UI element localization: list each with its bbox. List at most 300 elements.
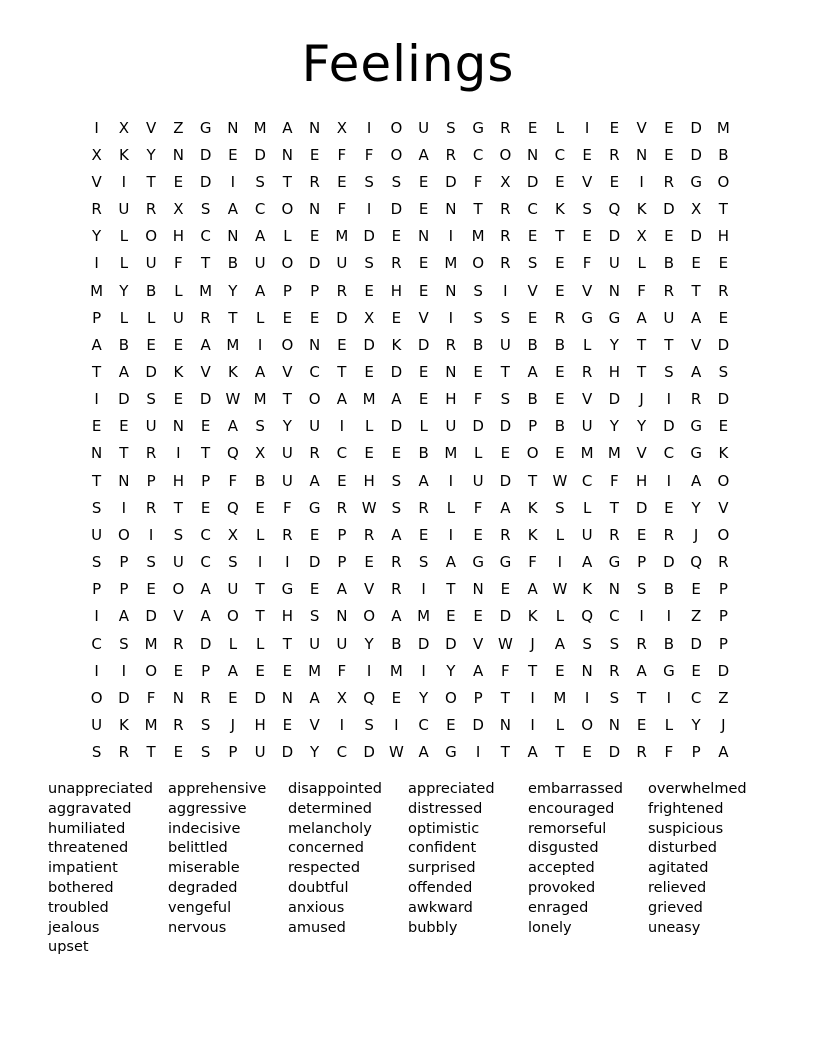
grid-letter: O	[444, 688, 457, 707]
word-bank-item: encouraged	[528, 800, 615, 817]
grid-letter: A	[472, 661, 484, 680]
grid-letter: H	[172, 471, 185, 490]
grid-letter: R	[145, 444, 157, 463]
grid-letter: I	[94, 607, 99, 626]
grid-letter: C	[663, 444, 675, 463]
grid-letter: S	[636, 580, 647, 599]
grid-letter: C	[336, 444, 348, 463]
grid-letter: H	[363, 471, 375, 490]
grid-letter: N	[472, 580, 484, 599]
grid-letter: T	[255, 607, 265, 626]
grid-letter: V	[145, 118, 157, 137]
grid-letter: P	[92, 308, 102, 327]
grid-letter: H	[254, 716, 266, 735]
grid-letter: T	[282, 172, 292, 191]
grid-row	[83, 277, 737, 304]
grid-letter: J	[230, 716, 236, 735]
grid-letter: C	[200, 227, 211, 246]
word-bank-item: indecisive	[168, 820, 241, 837]
grid-letter: E	[636, 525, 647, 544]
grid-letter: E	[309, 580, 320, 599]
grid-letter: F	[473, 390, 483, 409]
grid-letter: I	[366, 200, 372, 219]
grid-letter: E	[228, 145, 238, 164]
grid-letter: F	[228, 471, 238, 490]
grid-letter: V	[418, 308, 429, 327]
grid-letter: E	[391, 688, 402, 707]
grid-letter: U	[336, 634, 348, 653]
grid-letter: I	[257, 553, 263, 572]
grid-letter: S	[146, 553, 156, 572]
word-bank-item: nervous	[168, 919, 227, 936]
grid-letter: A	[527, 580, 538, 599]
grid-letter: R	[663, 281, 675, 300]
grid-letter: E	[664, 145, 674, 164]
grid-letter: X	[500, 172, 511, 191]
grid-letter: M	[444, 254, 458, 273]
grid-row	[83, 576, 737, 603]
grid-letter: K	[636, 200, 647, 219]
grid-letter: U	[445, 417, 457, 436]
grid-letter: A	[336, 390, 347, 409]
grid-letter: E	[527, 118, 538, 137]
grid-letter: E	[173, 661, 184, 680]
grid-letter: I	[339, 417, 345, 436]
grid-letter: T	[119, 444, 129, 463]
grid-letter: T	[201, 254, 211, 273]
grid-letter: E	[446, 716, 456, 735]
word-bank-item: awkward	[408, 899, 473, 916]
grid-row	[83, 521, 737, 548]
grid-letter: I	[557, 553, 563, 572]
grid-letter: C	[200, 553, 211, 572]
grid-letter: E	[418, 362, 429, 381]
grid-letter: E	[582, 743, 592, 762]
grid-letter: A	[336, 580, 347, 599]
grid-letter: S	[582, 200, 592, 219]
grid-letter: U	[281, 444, 293, 463]
grid-letter: M	[144, 716, 158, 735]
grid-letter: L	[555, 607, 565, 626]
grid-letter: D	[690, 227, 702, 246]
grid-letter: M	[471, 227, 485, 246]
grid-letter: E	[255, 661, 265, 680]
grid-letter: V	[200, 362, 211, 381]
grid-letter: T	[255, 580, 265, 599]
grid-letter: N	[309, 118, 321, 137]
grid-letter: M	[417, 607, 431, 626]
grid-row	[83, 440, 737, 467]
grid-letter: L	[228, 634, 238, 653]
grid-letter: N	[172, 417, 184, 436]
grid-letter: D	[690, 118, 702, 137]
word-bank-item: humiliated	[48, 820, 126, 837]
grid-letter: I	[121, 661, 127, 680]
grid-letter: L	[255, 308, 265, 327]
grid-letter: B	[227, 254, 239, 273]
grid-letter: T	[555, 743, 565, 762]
grid-letter: Q	[363, 688, 376, 707]
grid-letter: W	[552, 471, 568, 490]
grid-letter: D	[417, 335, 430, 354]
grid-letter: P	[637, 553, 647, 572]
grid-letter: D	[472, 716, 484, 735]
grid-row	[83, 195, 737, 222]
grid-letter: X	[690, 200, 702, 219]
grid-letter: T	[92, 362, 102, 381]
word-bank-item: enraged	[528, 899, 589, 916]
grid-letter: S	[391, 471, 402, 490]
grid-letter: H	[281, 607, 294, 626]
grid-letter: K	[582, 580, 593, 599]
grid-row	[83, 141, 737, 168]
grid-letter: R	[609, 145, 620, 164]
grid-letter: E	[527, 227, 538, 246]
word-bank-item: vengeful	[168, 899, 232, 916]
grid-letter: F	[473, 172, 483, 191]
grid-row	[83, 250, 737, 277]
grid-letter: G	[690, 417, 702, 436]
grid-row	[83, 494, 737, 521]
grid-letter: E	[582, 227, 592, 246]
grid-letter: T	[609, 498, 619, 517]
grid-letter: R	[391, 254, 402, 273]
grid-letter: D	[390, 200, 403, 219]
word-bank-item: grieved	[648, 899, 703, 916]
grid-letter: F	[146, 688, 156, 707]
grid-letter: E	[200, 417, 211, 436]
word-bank-item: anxious	[288, 899, 345, 916]
grid-letter: B	[663, 634, 675, 653]
grid-letter: U	[281, 471, 293, 490]
grid-row	[83, 304, 737, 331]
grid-letter: M	[90, 281, 104, 300]
grid-letter: M	[253, 390, 267, 409]
grid-letter: E	[309, 145, 320, 164]
grid-letter: I	[530, 716, 535, 735]
grid-letter: F	[664, 743, 674, 762]
grid-letter: E	[636, 716, 647, 735]
grid-letter: L	[146, 308, 156, 327]
grid-letter: E	[391, 444, 402, 463]
grid-letter: O	[308, 390, 321, 409]
grid-letter: R	[554, 308, 566, 327]
grid-letter: S	[500, 308, 511, 327]
grid-letter: T	[664, 335, 674, 354]
grid-letter: E	[418, 525, 429, 544]
grid-letter: U	[418, 118, 430, 137]
grid-letter: C	[336, 743, 348, 762]
grid-letter: R	[445, 145, 457, 164]
grid-letter: T	[528, 661, 538, 680]
word-bank-item: offended	[408, 879, 473, 896]
grid-letter: E	[500, 580, 511, 599]
word-bank-item: lonely	[528, 919, 572, 936]
word-bank-item: confident	[408, 840, 477, 857]
grid-letter: E	[255, 498, 265, 517]
word-bank-item: impatient	[48, 860, 118, 877]
grid-letter: L	[283, 227, 292, 246]
grid-letter: B	[118, 335, 130, 354]
grid-letter: U	[581, 525, 593, 544]
word-bank-item: respected	[288, 860, 361, 877]
grid-letter: E	[173, 743, 184, 762]
grid-letter: U	[91, 525, 103, 544]
grid-letter: G	[472, 118, 484, 137]
grid-letter: I	[257, 335, 263, 354]
grid-letter: E	[582, 145, 592, 164]
grid-letter: E	[473, 525, 483, 544]
grid-letter: A	[391, 390, 402, 409]
grid-letter: N	[227, 118, 239, 137]
grid-letter: D	[363, 335, 375, 354]
grid-letter: E	[364, 362, 374, 381]
grid-letter: P	[119, 580, 129, 599]
grid-letter: S	[364, 716, 374, 735]
grid-letter: E	[146, 335, 156, 354]
grid-letter: S	[418, 553, 429, 572]
grid-letter: J	[693, 525, 699, 544]
grid-letter: A	[118, 607, 129, 626]
grid-letter: E	[473, 607, 483, 626]
word-bank-item: upset	[48, 939, 89, 956]
grid-letter: P	[337, 525, 347, 544]
grid-letter: O	[281, 335, 294, 354]
grid-letter: S	[200, 743, 211, 762]
grid-letter: Y	[364, 634, 374, 653]
word-bank-item: relieved	[648, 879, 707, 896]
grid-letter: M	[716, 118, 730, 137]
grid-letter: B	[663, 254, 675, 273]
grid-letter: P	[228, 743, 238, 762]
grid-letter: A	[309, 688, 320, 707]
grid-letter: P	[119, 553, 129, 572]
grid-letter: U	[118, 200, 130, 219]
grid-letter: A	[554, 634, 565, 653]
grid-letter: D	[445, 634, 457, 653]
grid-letter: R	[445, 335, 457, 354]
grid-letter: E	[418, 200, 429, 219]
grid-letter: A	[718, 743, 729, 762]
grid-letter: X	[254, 444, 266, 463]
grid-letter: U	[172, 553, 184, 572]
grid-letter: O	[472, 254, 485, 273]
grid-letter: G	[663, 661, 675, 680]
grid-letter: Y	[609, 335, 619, 354]
grid-letter: M	[199, 281, 213, 300]
grid-letter: D	[118, 688, 130, 707]
grid-letter: L	[446, 498, 456, 517]
grid-letter: V	[581, 281, 593, 300]
grid-letter: E	[364, 444, 374, 463]
grid-letter: S	[609, 634, 620, 653]
grid-letter: L	[555, 118, 565, 137]
word-bank-item: jealous	[48, 919, 100, 936]
grid-letter: S	[173, 525, 184, 544]
grid-letter: I	[339, 716, 345, 735]
grid-letter: I	[448, 308, 454, 327]
grid-letter: I	[94, 390, 99, 409]
grid-letter: S	[255, 172, 265, 191]
grid-letter: L	[364, 417, 374, 436]
grid-letter: S	[146, 390, 156, 409]
grid-letter: Z	[690, 607, 702, 626]
grid-letter: C	[254, 200, 266, 219]
grid-letter: N	[445, 281, 457, 300]
word-bank-item: troubled	[48, 899, 109, 916]
grid-letter: M	[580, 444, 594, 463]
grid-row	[83, 630, 737, 657]
grid-letter: T	[282, 634, 292, 653]
grid-letter: D	[608, 390, 621, 409]
grid-letter: G	[690, 172, 702, 191]
grid-letter: I	[475, 743, 481, 762]
grid-letter: E	[555, 362, 565, 381]
grid-letter: E	[500, 444, 511, 463]
grid-letter: Q	[226, 444, 239, 463]
grid-letter: F	[637, 281, 646, 300]
grid-letter: D	[663, 417, 675, 436]
grid-letter: F	[337, 145, 347, 164]
grid-letter: P	[337, 553, 347, 572]
grid-letter: O	[145, 227, 158, 246]
grid-letter: S	[364, 254, 374, 273]
word-bank-item: uneasy	[648, 919, 701, 936]
grid-letter: R	[500, 118, 511, 137]
grid-letter: V	[581, 390, 593, 409]
grid-letter: I	[121, 172, 127, 191]
grid-letter: I	[148, 525, 154, 544]
grid-letter: E	[173, 172, 184, 191]
grid-letter: R	[690, 390, 702, 409]
grid-letter: I	[666, 390, 672, 409]
grid-letter: U	[472, 471, 484, 490]
grid-letter: D	[499, 417, 512, 436]
grid-row	[83, 467, 737, 494]
grid-letter: D	[499, 607, 512, 626]
grid-letter: K	[391, 335, 402, 354]
grid-letter: O	[145, 661, 158, 680]
grid-row	[83, 386, 737, 413]
grid-letter: S	[527, 254, 538, 273]
grid-letter: D	[390, 362, 403, 381]
grid-letter: E	[391, 308, 402, 327]
grid-letter: Y	[691, 498, 701, 517]
grid-letter: N	[445, 362, 457, 381]
grid-letter: K	[118, 716, 129, 735]
grid-letter: S	[391, 172, 402, 191]
grid-letter: S	[609, 688, 620, 707]
grid-letter: E	[200, 498, 211, 517]
grid-letter: E	[282, 661, 293, 680]
grid-letter: C	[91, 634, 102, 653]
grid-letter: B	[472, 335, 484, 354]
grid-letter: R	[391, 580, 402, 599]
grid-letter: E	[337, 335, 347, 354]
grid-letter: K	[527, 498, 538, 517]
grid-letter: I	[94, 661, 99, 680]
grid-letter: L	[119, 308, 129, 327]
grid-letter: G	[281, 580, 294, 599]
grid-letter: R	[145, 498, 157, 517]
grid-letter: R	[391, 553, 402, 572]
grid-row	[83, 168, 737, 195]
grid-letter: C	[200, 525, 211, 544]
grid-letter: P	[718, 607, 728, 626]
grid-letter: M	[607, 444, 621, 463]
grid-letter: I	[666, 471, 672, 490]
grid-letter: Y	[282, 417, 292, 436]
grid-letter: Z	[173, 118, 184, 137]
grid-row	[83, 413, 737, 440]
grid-letter: O	[172, 580, 185, 599]
grid-row	[83, 358, 737, 385]
grid-letter: K	[554, 200, 565, 219]
grid-letter: T	[691, 281, 701, 300]
grid-letter: W	[388, 743, 404, 762]
grid-letter: E	[609, 172, 620, 191]
grid-letter: L	[582, 335, 592, 354]
grid-letter: M	[553, 688, 567, 707]
grid-letter: E	[555, 661, 565, 680]
grid-letter: P	[201, 471, 211, 490]
grid-letter: A	[581, 553, 593, 572]
grid-letter: G	[608, 553, 621, 572]
grid-letter: N	[499, 716, 511, 735]
grid-letter: E	[664, 227, 674, 246]
grid-letter: H	[445, 390, 457, 409]
grid-letter: I	[666, 688, 672, 707]
grid-letter: D	[199, 145, 212, 164]
grid-letter: X	[173, 200, 184, 219]
grid-letter: I	[448, 227, 454, 246]
grid-letter: S	[582, 634, 592, 653]
word-bank-item: disturbed	[648, 840, 717, 857]
grid-letter: F	[528, 553, 537, 572]
grid-letter: D	[608, 743, 621, 762]
grid-letter: R	[663, 525, 675, 544]
grid-letter: I	[421, 661, 426, 680]
grid-letter: D	[308, 553, 321, 572]
grid-letter: I	[230, 172, 236, 191]
grid-letter: I	[176, 444, 181, 463]
grid-letter: A	[254, 227, 266, 246]
grid-letter: L	[582, 498, 592, 517]
grid-letter: T	[337, 362, 347, 381]
word-bank-item: degraded	[168, 879, 238, 896]
word-bank-item: appreciated	[408, 781, 495, 797]
grid-letter: E	[555, 281, 565, 300]
grid-letter: S	[200, 716, 211, 735]
grid-letter: R	[91, 200, 102, 219]
grid-letter: A	[118, 362, 129, 381]
grid-letter: Q	[581, 607, 594, 626]
grid-letter: E	[364, 553, 374, 572]
grid-letter: E	[664, 118, 674, 137]
grid-letter: R	[336, 281, 348, 300]
grid-letter: O	[390, 118, 403, 137]
grid-letter: G	[581, 308, 593, 327]
letter-grid	[83, 114, 737, 766]
grid-letter: E	[309, 308, 320, 327]
grid-letter: R	[663, 172, 675, 191]
grid-letter: E	[418, 281, 429, 300]
grid-letter: B	[145, 281, 157, 300]
grid-letter: F	[610, 471, 619, 490]
grid-letter: B	[418, 444, 429, 463]
grid-letter: M	[253, 118, 267, 137]
grid-letter: E	[119, 417, 129, 436]
